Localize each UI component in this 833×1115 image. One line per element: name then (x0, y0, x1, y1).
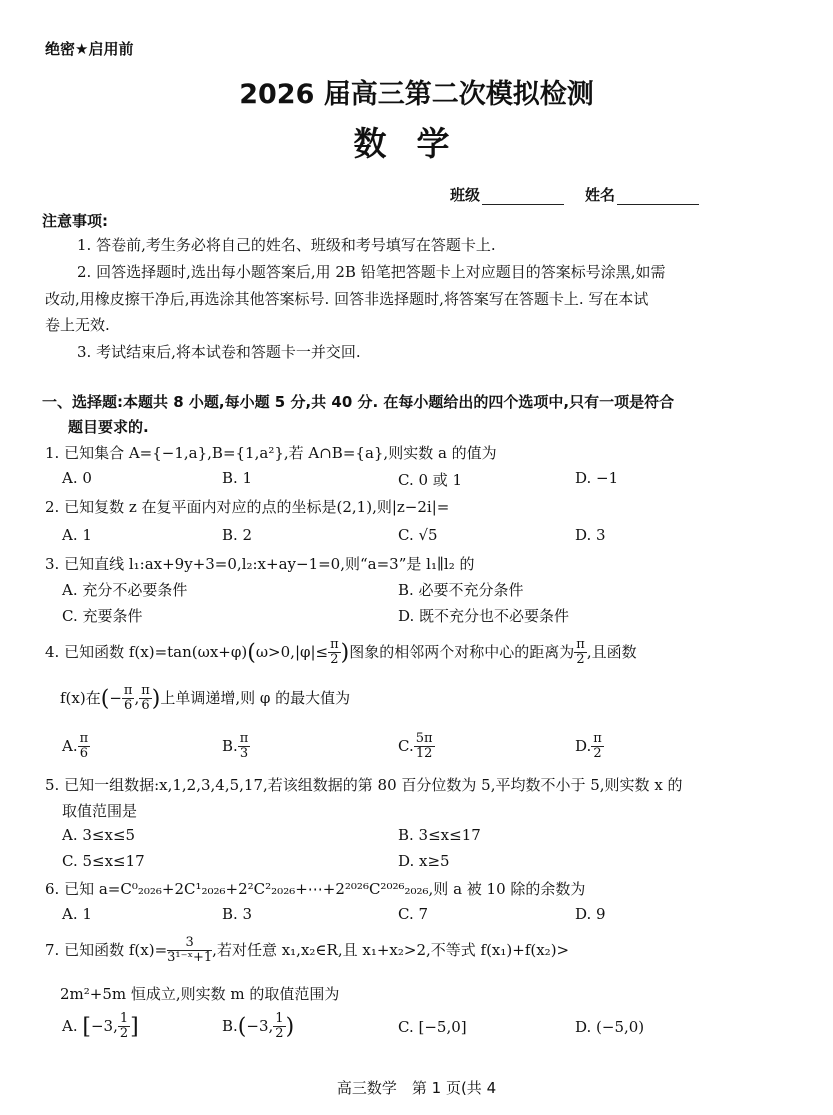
q7-option-b-label: B. (222, 1016, 238, 1035)
q4-d-num: π (593, 731, 602, 746)
section-heading: 一、选择题:本题共 8 小题,每小题 5 分,共 40 分. 在每小题给出的四个选项中,只有一项是符合 (42, 393, 675, 411)
q4-int-num1: π (123, 683, 133, 698)
q5-stem-2: 取值范围是 (62, 802, 138, 820)
q4-two: 2 (330, 652, 339, 668)
q4-line2: f(x)在(− $\frac{\pi}{6}$ , $\frac{\pi}{6}$ )上单调递增,则 φ 的最大值为 (60, 683, 351, 714)
q7-stem-b: ,若对任意 x₁,x₂∈R,且 x₁+x₂>2,不等式 f(x₁)+f(x₂)> (212, 940, 570, 959)
q7-option-a-label: A. (62, 1016, 78, 1035)
class-blank[interactable] (482, 188, 564, 205)
q3-option-c: C. 充要条件 (62, 607, 143, 625)
q5-option-d: D. x≥5 (398, 852, 450, 870)
q5-option-a: A. 3≤x≤5 (62, 826, 136, 844)
q6-option-c: C. 7 (398, 905, 429, 923)
class-label: 班级 (450, 186, 481, 204)
q3-stem: 3. 已知直线 l₁:ax+9y+3=0,l₂:x+ay−1=0,则“a=3”是 l₁∥l₂ 的 (45, 555, 475, 573)
q2-option-c: C. √5 (398, 526, 438, 544)
class-field[interactable] (450, 184, 564, 205)
q4-dist-num: π (576, 637, 585, 652)
q4-a-den: 6 (79, 746, 89, 762)
q1-option-d: D. −1 (575, 469, 619, 487)
q4-neg: − (109, 688, 122, 707)
q6-stem: 6. 已知 a=C⁰₂₀₂₆+2C¹₂₀₂₆+2²C²₂₀₂₆+⋯+2²⁰²⁶C²⁰²⁶₂₀₂₆,则 a 被 10 除的余数为 (45, 880, 586, 898)
q7-b-num: 1 (275, 1011, 284, 1026)
q7-b-in: −3, (246, 1016, 274, 1035)
q4-int-den2: 6 (141, 698, 150, 714)
name-field[interactable] (585, 184, 699, 205)
q4-stem-a: 4. 已知函数 f(x)=tan(ωx+φ) (45, 642, 248, 661)
q4-int-den1: 6 (124, 698, 133, 714)
q7-b-den: 2 (275, 1026, 284, 1042)
confidential-mark: 绝密★启用前 (45, 40, 134, 58)
q2-option-d: D. 3 (575, 526, 606, 544)
q4-d-den: 2 (593, 746, 602, 762)
q4-cond: ω>0,|φ|≤ (255, 642, 329, 661)
q4-c-num: 5π (415, 731, 433, 746)
exam-title: 2026 届高三第二次模拟检测 (239, 79, 594, 110)
notice-item-2c: 卷上无效. (45, 316, 110, 334)
q4-dist-den: 2 (576, 652, 585, 668)
q4-option-d (575, 732, 604, 762)
q2-option-a: A. 1 (62, 526, 92, 544)
q4-option-d-label: D. (575, 736, 592, 755)
q5-option-b: B. 3≤x≤17 (398, 826, 481, 844)
q5-stem: 5. 已知一组数据:x,1,2,3,4,5,17,若该组数据的第 80 百分位数为 5,平均数不小于 5,则实数 x 的 (45, 776, 683, 794)
q4-stem: 4. 已知函数 f(x)=tan(ωx+φ)(ω>0,|φ|≤ $\frac{\pi}{2}$ )图象的相邻两个对称中心的距离为 $\frac{\pi}{2}$ ,且函数 (45, 637, 637, 668)
section-heading-2: 题目要求的. (68, 418, 149, 436)
q3-option-d: D. 既不充分也不必要条件 (398, 607, 570, 625)
q4-option-b (222, 732, 250, 762)
q4-int-num2: π (141, 683, 150, 698)
q7-stem-a: 7. 已知函数 f(x)= (45, 940, 168, 959)
q4-line2-a: f(x)在 (60, 688, 101, 707)
q4-option-c (398, 732, 435, 762)
q7-num: 3 (167, 936, 212, 951)
q1-option-b: B. 1 (222, 469, 253, 487)
name-label: 姓名 (585, 186, 616, 204)
q4-pi: π (330, 637, 339, 652)
q4-stem-c: ,且函数 (586, 642, 637, 661)
q7-option-c: C. [−5,0] (398, 1018, 467, 1036)
notice-heading: 注意事项: (42, 212, 108, 230)
q4-b-num: π (239, 731, 249, 746)
q1-option-a: A. 0 (62, 469, 92, 487)
name-blank[interactable] (617, 188, 699, 205)
q4-option-a-label: A. (62, 736, 78, 755)
notice-item-2b: 改动,用橡皮擦干净后,再选涂其他答案标号. 回答非选择题时,将答案写在答题卡上. 写在本试 (45, 290, 649, 308)
q7-option-a: A. [−3, $\frac{1}{2}$ ] (62, 1011, 139, 1042)
notice-item-2a: 2. 回答选择题时,选出每小题答案后,用 2B 铅笔把答题卡上对应题目的答案标号涂黑,如需 (77, 263, 666, 281)
page-footer: 高三数学 第 1 页(共 4 (336, 1079, 497, 1097)
q4-b-den: 3 (239, 746, 249, 762)
q7-a-num: 1 (119, 1011, 129, 1026)
q7-a-den: 2 (119, 1026, 129, 1042)
notice-item-3: 3. 考试结束后,将本试卷和答题卡一并交回. (77, 343, 361, 361)
q6-option-b: B. 3 (222, 905, 253, 923)
q4-stem-b: 图象的相邻两个对称中心的距离为 (349, 642, 575, 661)
q4-option-a (62, 732, 90, 762)
q4-option-b-label: B. (222, 736, 238, 755)
subject-title: 数学 (353, 124, 480, 163)
q7-option-d: D. (−5,0) (575, 1018, 645, 1036)
q7-stem (45, 936, 569, 966)
q2-option-b: B. 2 (222, 526, 253, 544)
q6-option-a: A. 1 (62, 905, 92, 923)
q4-line2-b: 上单调递增,则 φ 的最大值为 (160, 688, 351, 707)
q4-a-num: π (79, 731, 89, 746)
q7-a-in: −3, (90, 1016, 118, 1035)
q7-den: 3¹⁻ˣ+1 (167, 950, 213, 966)
notice-item-1: 1. 答卷前,考生务必将自己的姓名、班级和考号填写在答题卡上. (77, 236, 496, 254)
q4-option-c-label: C. (398, 736, 414, 755)
q2-stem: 2. 已知复数 z 在复平面内对应的点的坐标是(2,1),则|z−2i|= (45, 498, 450, 516)
q5-option-c: C. 5≤x≤17 (62, 852, 145, 870)
q3-option-b: B. 必要不充分条件 (398, 581, 524, 599)
q1-option-c: C. 0 或 1 (398, 471, 463, 489)
q7-stem-2: 2m²+5m 恒成立,则实数 m 的取值范围为 (60, 985, 340, 1003)
q4-c-den: 12 (415, 746, 433, 762)
q3-option-a: A. 充分不必要条件 (62, 581, 188, 599)
q6-option-d: D. 9 (575, 905, 606, 923)
q1-stem: 1. 已知集合 A={−1,a},B={1,a²},若 A∩B={a},则实数 a 的值为 (45, 444, 497, 462)
q7-option-b: B.(−3, $\frac{1}{2}$ ) (222, 1011, 295, 1042)
